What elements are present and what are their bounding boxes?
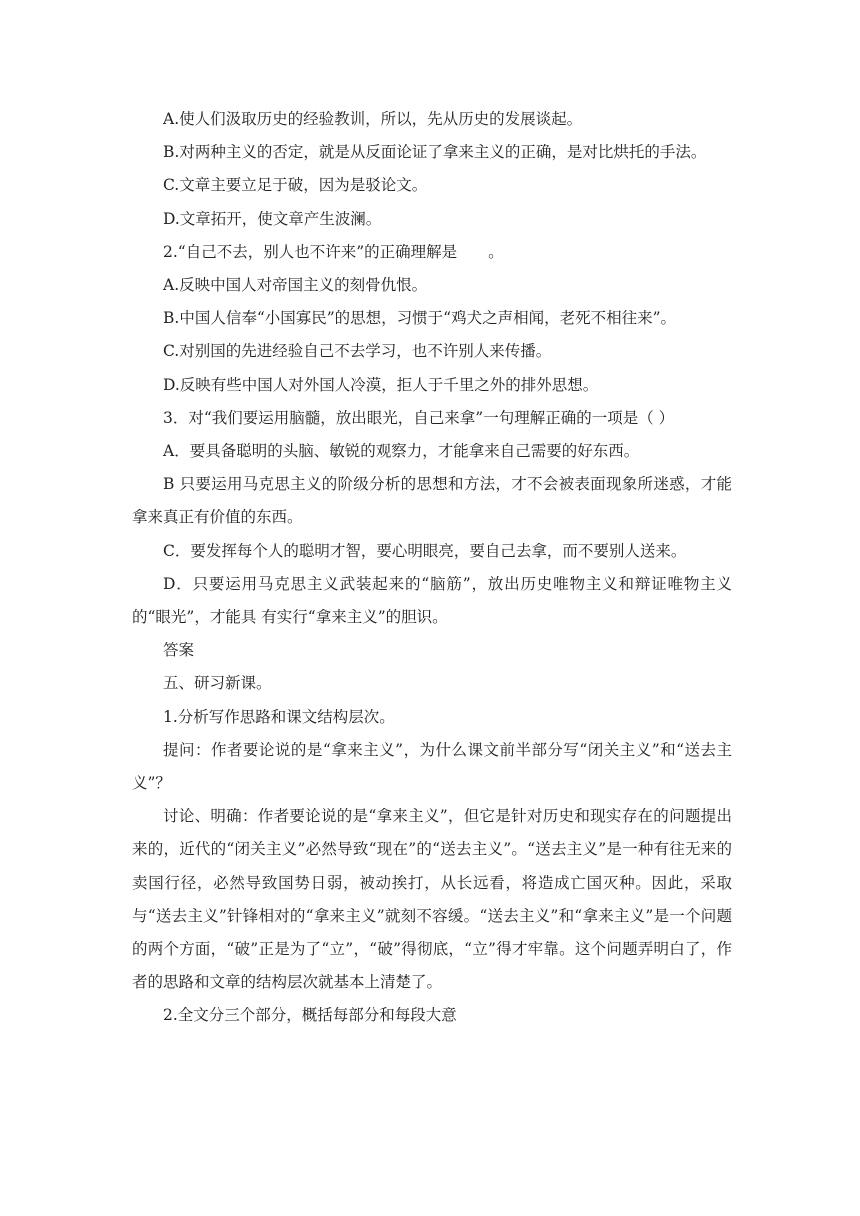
- question-3-option-d: D．只要运用马克思主义武装起来的“脑筋”，放出历史唯物主义和辩证唯物主义的“眼光”，才能具 有实行“拿来主义”的胆识。: [132, 574, 732, 627]
- option-b-paragraph: B.对两种主义的否定，就是从反面论证了拿来主义的正确，是对比烘托的手法。: [163, 143, 707, 162]
- question-2-option-c: C.对别国的先进经验自己不去学习，也不许别人来传播。: [163, 342, 552, 361]
- answer-heading: 答案: [163, 641, 195, 660]
- question-3-option-b: B 只要运用马克思主义的阶级分析的思想和方法，才不会被表面现象所迷惑，才能拿来真正有价值的东西。: [132, 475, 732, 527]
- document-body: [132, 103, 732, 1033]
- question-3: 3．对“我们要运用脑髓，放出眼光，自己来拿”一句理解正确的一项是（ ）: [163, 408, 675, 427]
- option-d-paragraph: D.文章拓开，使文章产生波澜。: [163, 209, 382, 228]
- section-heading: 五、研习新课。: [163, 674, 272, 693]
- question-2-option-b: B.中国人信奉“小国寡民”的思想，习惯于“鸡犬之声相闻，老死不相往来”。: [163, 309, 677, 328]
- subsection-1-heading: 1.分析写作思路和课文结构层次。: [163, 707, 395, 726]
- question-2-option-d: D.反映有些中国人对外国人冷漠，拒人于千里之外的排外思想。: [163, 375, 599, 394]
- question-3-option-c: C．要发挥每个人的聪明才智，要心明眼亮，要自己去拿，而不要别人送来。: [163, 541, 687, 560]
- discussion-paragraph: 讨论、明确：作者要论说的是“拿来主义”，但它是针对历史和现实存在的问题提出来的，近代的“闭关主义”必然导致“现在”的“送去主义”。“送去主义”是一种有往无来的卖国行径，必然导致国势日弱，被动挨打，从长远看，将造成亡国灭种。因此，采取与“送去主义”针锋相对的“拿来主义”就刻不容缓。“送去主义”和“拿来主义”是一个问题的两个方面，“破”正是为了“立”，“破”得彻底，“立”得才牢靠。这个问题弄明白了，作者的思路和文章的结构层次就基本上清楚了。: [132, 807, 732, 992]
- option-c-paragraph: C.文章主要立足于破，因为是驳论文。: [163, 176, 428, 195]
- subsection-2-heading: 2.全文分三个部分，概括每部分和每段大意: [163, 1006, 457, 1025]
- question-3-option-a: A．要具备聪明的头脑、敏锐的观察力，才能拿来自己需要的好东西。: [163, 442, 640, 461]
- question-2: 2.“自己不去，别人也不许来”的正确理解是 。: [163, 242, 504, 261]
- option-a-paragraph: A.使人们汲取历史的经验教训，所以，先从历史的发展谈起。: [163, 110, 583, 128]
- question-prompt: 提问：作者要论说的是“拿来主义”，为什么课文前半部分写“闭关主义”和“送去主义”？: [132, 740, 732, 793]
- question-2-option-a: A.反映中国人对帝国主义的刻骨仇恨。: [163, 276, 428, 295]
